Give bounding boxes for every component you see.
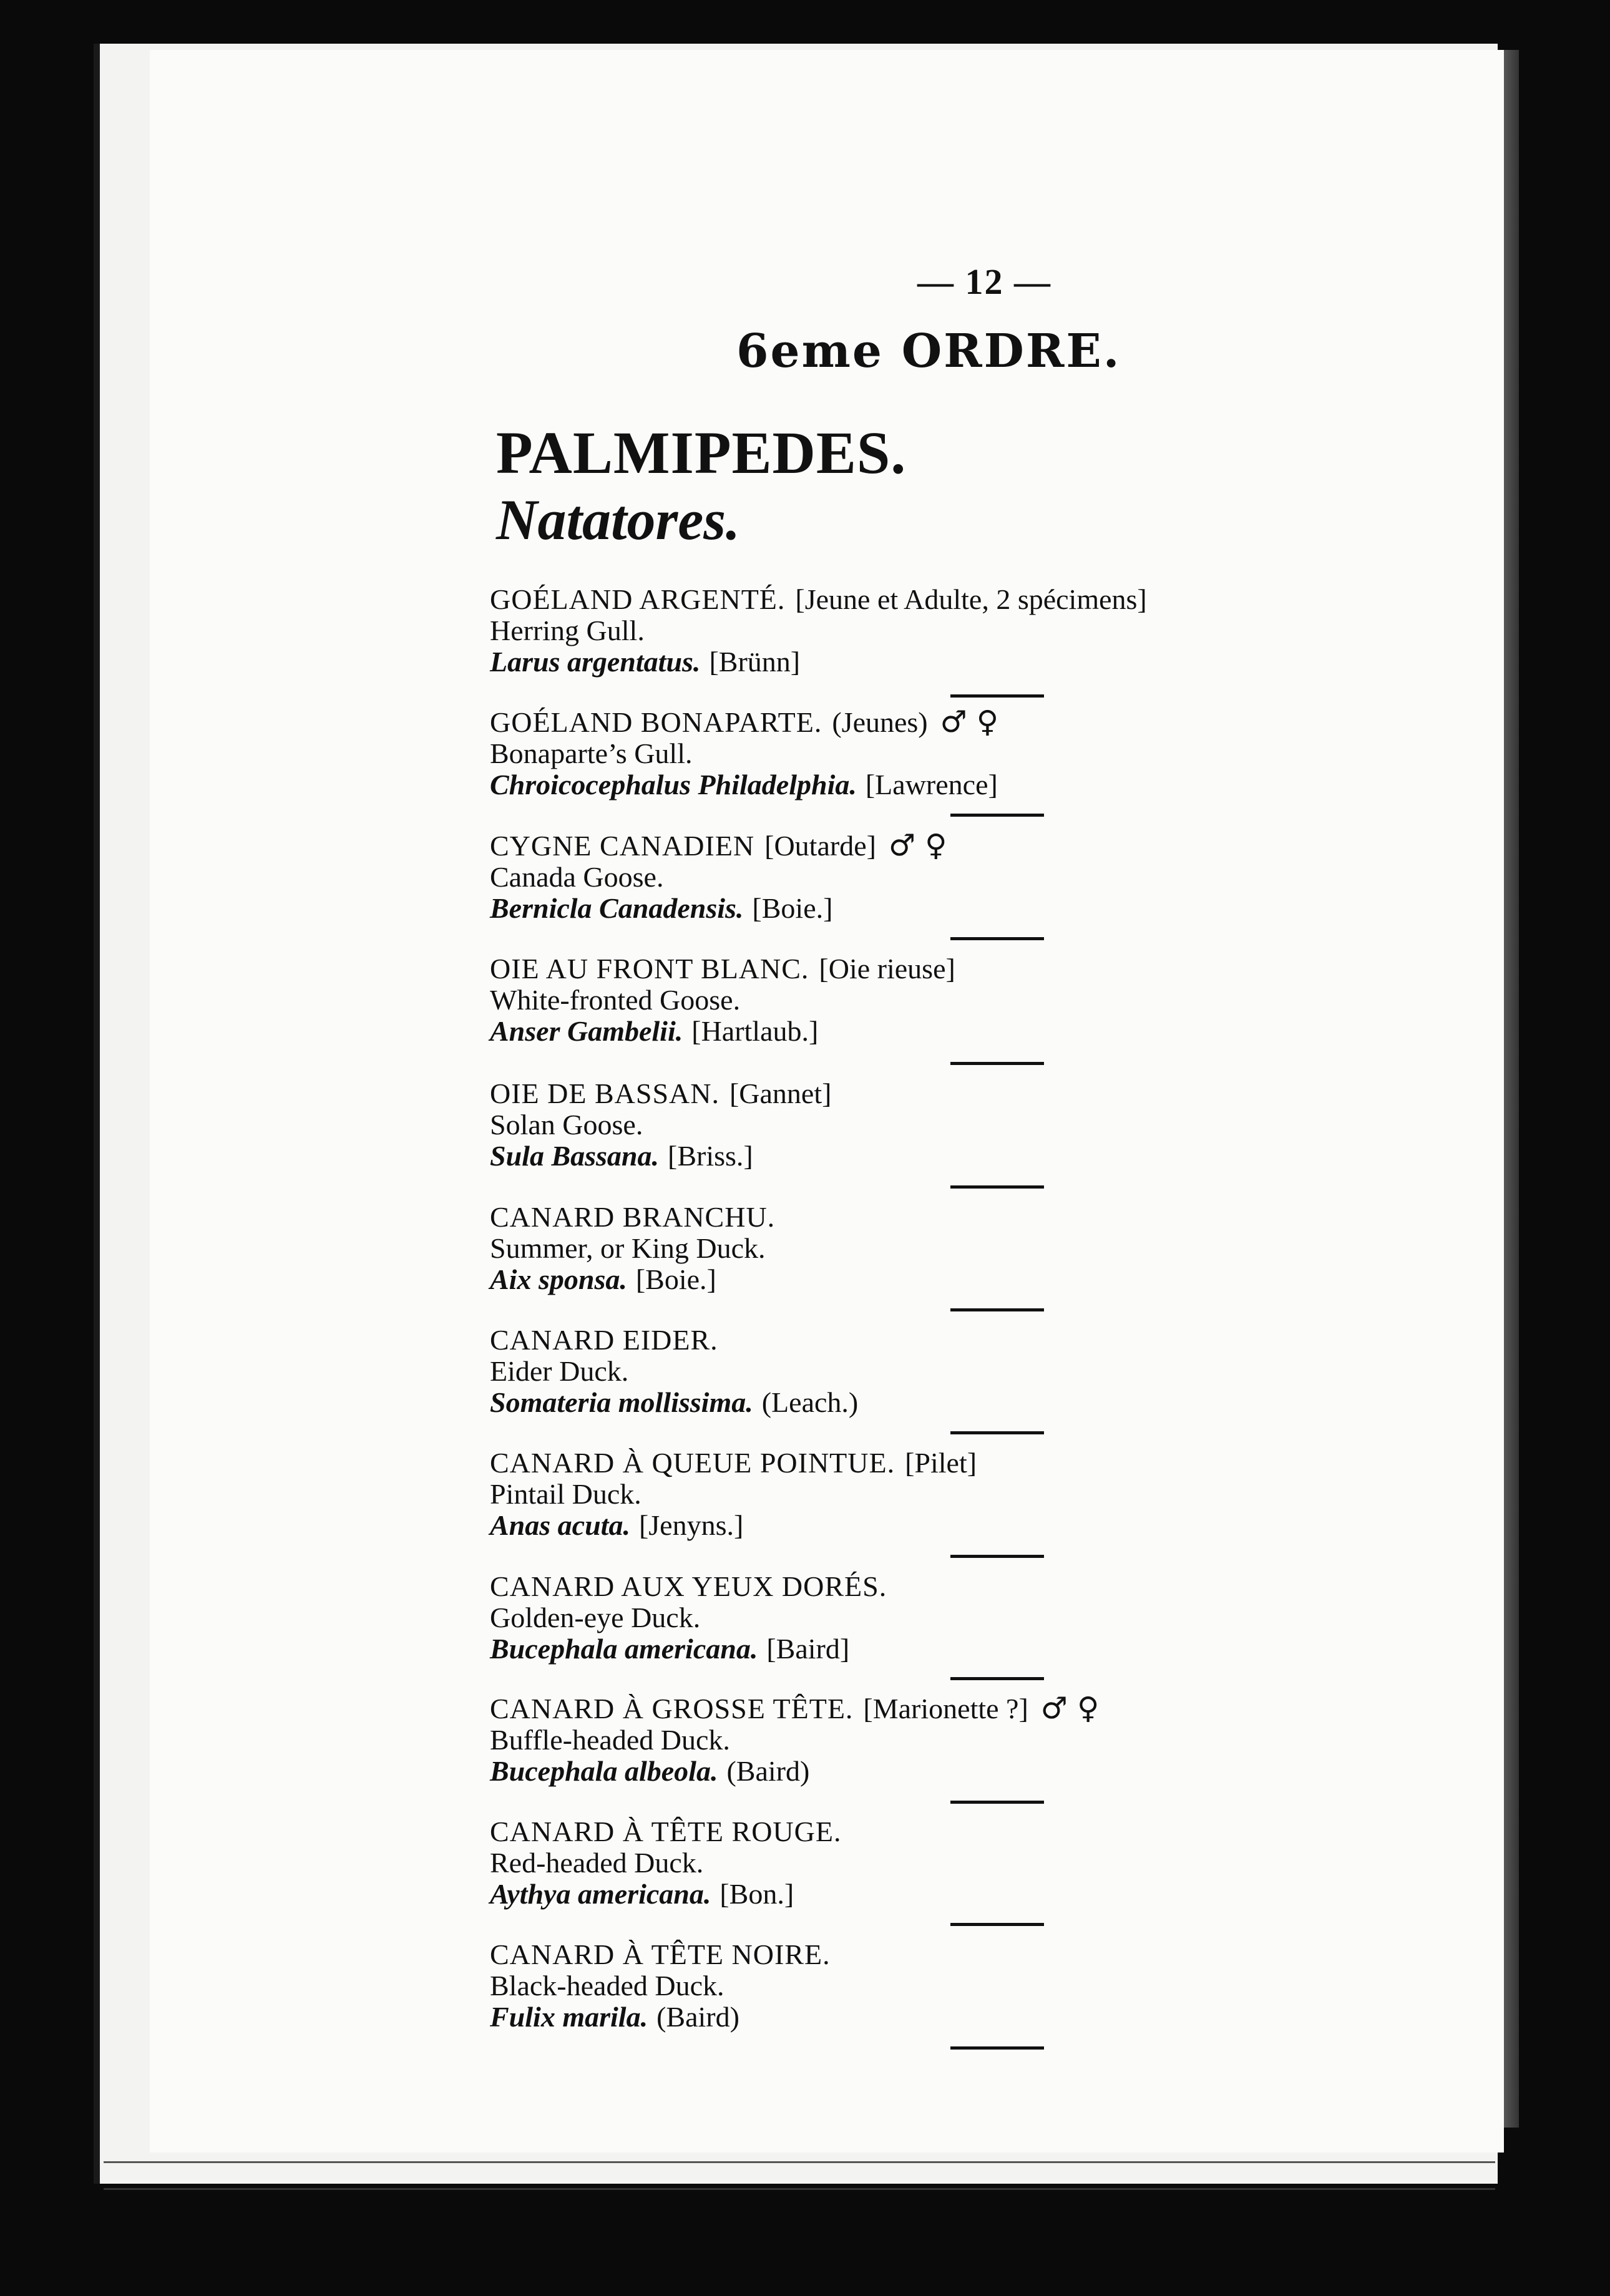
separator-rule <box>950 1801 1044 1804</box>
english-name: Summer, or King Duck. <box>490 1232 766 1264</box>
english-name: Red-headed Duck. <box>490 1847 704 1879</box>
authority: [Brünn] <box>709 646 801 678</box>
english-name: Buffle-headed Duck. <box>490 1724 730 1756</box>
authority: [Boie.] <box>635 1263 716 1295</box>
scientific-name: Bucephala americana. <box>490 1633 758 1665</box>
scientific-name: Sula Bassana. <box>490 1140 660 1172</box>
species-entry <box>490 1447 1364 1541</box>
authority: [Hartlaub.] <box>691 1015 819 1047</box>
english-name: Solan Goose. <box>490 1109 643 1141</box>
page-edges <box>104 2161 1495 2190</box>
separator-rule <box>950 1677 1044 1680</box>
species-entry <box>490 1324 1364 1418</box>
species-entry <box>490 953 1364 1047</box>
order-title: 6eme ORDRE. <box>736 324 1121 378</box>
scientific-name: Bernicla Canadensis. <box>490 892 744 924</box>
entry-note: [Marionette ?] <box>863 1693 1028 1724</box>
separator-rule <box>950 1555 1044 1558</box>
scientific-name: Aix sponsa. <box>490 1263 627 1295</box>
english-name: Eider Duck. <box>490 1355 629 1387</box>
scientific-name: Somateria mollissima. <box>490 1386 753 1418</box>
french-name: CANARD EIDER. <box>490 1324 718 1356</box>
english-name: White-fronted Goose. <box>490 984 741 1016</box>
french-name: GOÉLAND BONAPARTE. <box>490 706 822 738</box>
authority: [Baird] <box>766 1633 850 1665</box>
french-name: CYGNE CANADIEN <box>490 830 755 862</box>
page-number: — 12 — <box>917 261 1051 302</box>
english-name: Pintail Duck. <box>490 1478 642 1510</box>
authority: [Bon.] <box>720 1878 794 1910</box>
separator-rule <box>950 1185 1044 1189</box>
scientific-name: Anas acuta. <box>490 1509 630 1541</box>
species-entry <box>490 583 1364 678</box>
authority: [Jenyns.] <box>638 1509 744 1541</box>
french-name: CANARD À TÊTE NOIRE. <box>490 1938 831 1970</box>
entry-note: [Pilet] <box>905 1447 977 1479</box>
entry-note: [Jeune et Adulte, 2 spécimens] <box>795 583 1147 615</box>
entry-note: [Oie rieuse] <box>819 953 955 985</box>
separator-rule <box>950 814 1044 817</box>
french-name: CANARD À QUEUE POINTUE. <box>490 1447 895 1479</box>
scientific-name: Aythya americana. <box>490 1878 711 1910</box>
french-name: CANARD AUX YEUX DORÉS. <box>490 1570 887 1602</box>
sex-symbols: ♂ ♀ <box>888 828 947 863</box>
sex-symbols: ♂ ♀ <box>1040 1691 1100 1726</box>
authority: [Lawrence] <box>865 769 998 800</box>
english-name: Golden-eye Duck. <box>490 1602 701 1633</box>
scientific-name: Chroicocephalus Philadelphia. <box>490 769 857 800</box>
entry-note: [Outarde] <box>764 830 876 862</box>
authority: (Leach.) <box>761 1386 859 1418</box>
separator-rule <box>950 1923 1044 1926</box>
species-entry <box>490 1816 1364 1910</box>
group-title: PALMIPEDES. <box>496 419 907 486</box>
french-name: OIE DE BASSAN. <box>490 1077 720 1109</box>
authority: [Briss.] <box>668 1140 753 1172</box>
scientific-name: Larus argentatus. <box>490 646 701 678</box>
english-name: Bonaparte’s Gull. <box>490 737 693 769</box>
entry-note: [Gannet] <box>729 1077 832 1109</box>
separator-rule <box>950 694 1044 698</box>
authority: [Boie.] <box>752 892 833 924</box>
french-name: OIE AU FRONT BLANC. <box>490 953 809 985</box>
scientific-name: Anser Gambelii. <box>490 1015 683 1047</box>
species-entry <box>490 1570 1364 1665</box>
species-entry <box>490 1693 1364 1787</box>
french-name: CANARD À TÊTE ROUGE. <box>490 1816 842 1847</box>
french-name: GOÉLAND ARGENTÉ. <box>490 583 786 615</box>
species-entry <box>490 1077 1364 1172</box>
french-name: CANARD À GROSSE TÊTE. <box>490 1693 854 1724</box>
book-page <box>150 50 1504 2152</box>
english-name: Black-headed Duck. <box>490 1970 724 2002</box>
separator-rule <box>950 1062 1044 1065</box>
separator-rule <box>950 2046 1044 2050</box>
entry-note: (Jeunes) <box>832 706 928 738</box>
authority: (Baird) <box>656 2001 739 2033</box>
french-name: CANARD BRANCHU. <box>490 1201 776 1233</box>
species-entry <box>490 1201 1364 1295</box>
separator-rule <box>950 1308 1044 1311</box>
sex-symbols: ♂ ♀ <box>940 704 999 739</box>
species-entry <box>490 1938 1364 2033</box>
species-entry <box>490 830 1364 924</box>
species-entry <box>490 706 1364 800</box>
separator-rule <box>950 1431 1044 1434</box>
authority: (Baird) <box>726 1755 810 1787</box>
english-name: Herring Gull. <box>490 615 645 646</box>
separator-rule <box>950 937 1044 940</box>
scientific-name: Fulix marila. <box>490 2001 648 2033</box>
latin-title: Natatores. <box>496 488 740 552</box>
english-name: Canada Goose. <box>490 861 664 893</box>
scientific-name: Bucephala albeola. <box>490 1755 718 1787</box>
